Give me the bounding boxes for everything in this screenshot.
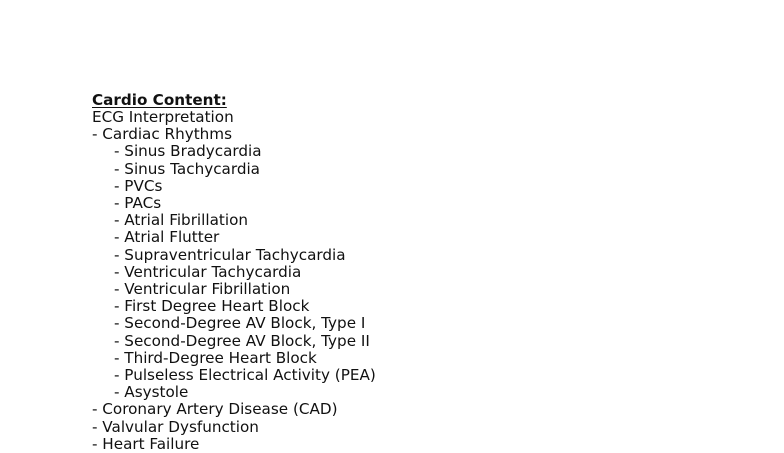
group-label: - Heart Failure — [92, 434, 200, 453]
section-heading: Cardio Content: — [92, 91, 227, 109]
list-item: - Asystole — [114, 383, 189, 402]
list-item: - Atrial Fibrillation — [114, 211, 248, 230]
group-label: - Coronary Artery Disease (CAD) — [92, 400, 338, 419]
list-item: - PVCs — [114, 176, 163, 195]
list-item: - Atrial Flutter — [114, 228, 220, 247]
list-item: - First Degree Heart Block — [114, 297, 310, 316]
list-item: - Supraventricular Tachycardia — [114, 245, 346, 264]
group-label: - Valvular Dysfunction — [92, 417, 259, 436]
list-item: - Ventricular Fibrillation — [114, 280, 291, 299]
group-label: - Cardiac Rhythms — [92, 125, 232, 144]
list-item: - Sinus Bradycardia — [114, 142, 262, 161]
cardio-content-text — [92, 91, 732, 453]
section-title: ECG Interpretation — [92, 108, 234, 126]
list-item: - Pulseless Electrical Activity (PEA) — [114, 366, 376, 385]
list-item: - Second-Degree AV Block, Type I — [114, 314, 366, 333]
list-item: - Ventricular Tachycardia — [114, 262, 302, 281]
list-item: - Second-Degree AV Block, Type II — [114, 331, 370, 350]
list-item: - Sinus Tachycardia — [114, 159, 260, 178]
list-item: - PACs — [114, 194, 162, 213]
list-item: - Third-Degree Heart Block — [114, 348, 317, 367]
